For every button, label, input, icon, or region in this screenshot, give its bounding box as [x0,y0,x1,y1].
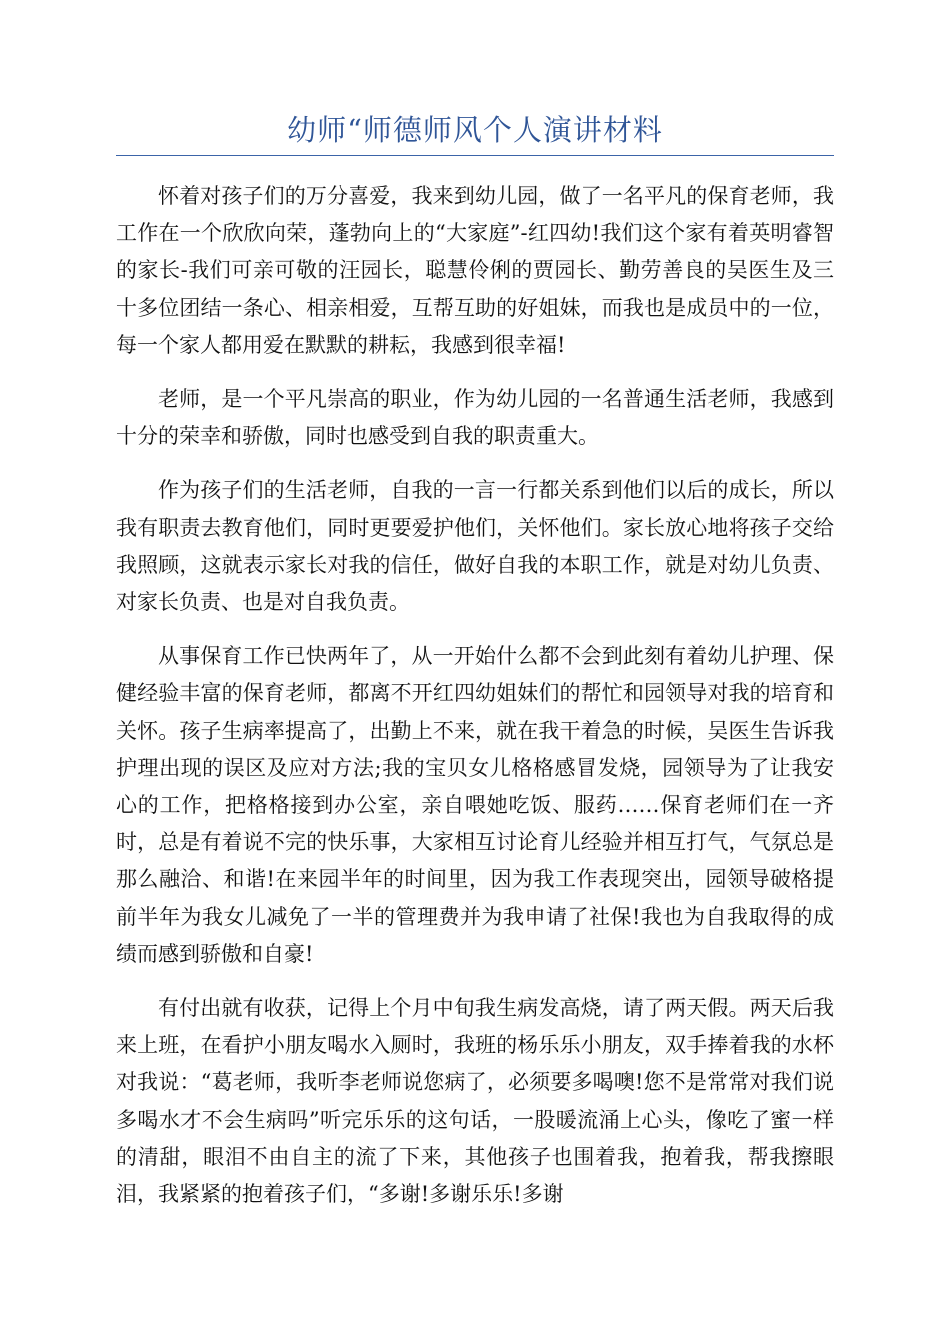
title-block [116,110,834,156]
paragraph-2: 老师，是一个平凡崇高的职业，作为幼儿园的一名普通生活老师，我感到十分的荣幸和骄傲，同时也感受到自我的职责重大。 [116,387,834,449]
document-title: 幼师“师德师风个人演讲材料 [287,113,663,147]
paragraph-5: 有付出就有收获，记得上个月中旬我生病发高烧，请了两天假。两天后我来上班，在看护小朋友喝水入厕时，我班的杨乐乐小朋友，双手捧着我的水杯对我说：“葛老师，我听李老师说您病了，必须要多喝噢!您不是常常对我们说多喝水才不会生病吗”听完乐乐的这句话，一股暖流涌上心头，像吃了蜜一样的清甜，眼泪不由自主的流了下来，其他孩子也围着我，抱着我，帮我擦眼泪，我紧紧的抱着孩子们，“多谢!多谢乐乐!多谢 [116,996,834,1207]
paragraph-3: 作为孩子们的生活老师，自我的一言一行都关系到他们以后的成长，所以我有职责去教育他们，同时更要爱护他们，关怀他们。家长放心地将孩子交给我照顾，这就表示家长对我的信任，做好自我的本职工作，就是对幼儿负责、对家长负责、也是对自我负责。 [116,478,834,615]
document-body [116,178,834,1230]
paragraph-1: 怀着对孩子们的万分喜爱，我来到幼儿园，做了一名平凡的保育老师，我工作在一个欣欣向荣，蓬勃向上的“大家庭”-红四幼!我们这个家有着英明睿智的家长-我们可亲可敬的汪园长，聪慧伶俐的贾园长、勤劳善良的吴医生及三十多位团结一条心、相亲相爱，互帮互助的好姐妹，而我也是成员中的一位，每一个家人都用爱在默默的耕耘，我感到很幸福! [116,184,834,357]
title-underline [116,155,834,156]
paragraph-4: 从事保育工作已快两年了，从一开始什么都不会到此刻有着幼儿护理、保健经验丰富的保育老师，都离不开红四幼姐妹们的帮忙和园领导对我的培育和关怀。孩子生病率提高了，出勤上不来，就在我干着急的时候，吴医生告诉我护理出现的误区及应对方法;我的宝贝女儿格格感冒发烧，园领导为了让我安心的工作，把格格接到办公室，亲自喂她吃饭、服药……保育老师们在一齐时，总是有着说不完的快乐事，大家相互讨论育儿经验并相互打气，气氛总是那么融洽、和谐!在来园半年的时间里，因为我工作表现突出，园领导破格提前半年为我女儿减免了一半的管理费并为我申请了社保!我也为自我取得的成绩而感到骄傲和自豪! [116,644,834,966]
